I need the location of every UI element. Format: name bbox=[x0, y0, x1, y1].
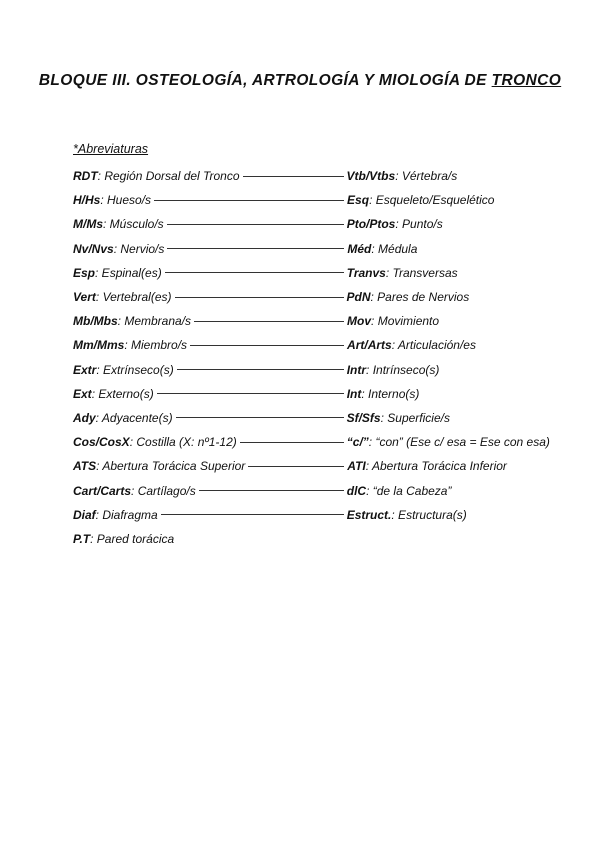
leader-line bbox=[194, 321, 344, 322]
abbreviation-right bbox=[347, 387, 420, 401]
abbreviation-term: Mm/Mms bbox=[73, 338, 125, 353]
abbreviation-term: Ext bbox=[73, 386, 92, 401]
abbreviation-term: Sf/Sfs bbox=[346, 410, 381, 425]
abbreviation-definition: : Punto/s bbox=[395, 217, 443, 232]
leader-line bbox=[175, 297, 344, 298]
abbreviation-left bbox=[73, 459, 245, 473]
abbreviation-row bbox=[73, 382, 553, 406]
abbreviation-term: Diaf bbox=[73, 507, 96, 522]
abbreviation-row bbox=[73, 188, 553, 212]
abbreviation-row bbox=[73, 503, 553, 527]
abbreviation-term: H/Hs bbox=[73, 193, 101, 208]
abbreviation-definition: : “de la Cabeza” bbox=[366, 483, 452, 498]
abbreviation-term: Nv/Nvs bbox=[73, 241, 114, 256]
abbreviation-definition: : Vértebra/s bbox=[395, 169, 458, 184]
abbreviation-right bbox=[347, 314, 439, 328]
abbreviation-term: Vert bbox=[73, 290, 96, 305]
abbreviation-right bbox=[347, 363, 440, 377]
abbreviation-left bbox=[73, 411, 173, 425]
abbreviation-row bbox=[73, 527, 553, 551]
abbreviation-term: Extr bbox=[73, 362, 97, 377]
abbreviation-term: Esp bbox=[73, 265, 96, 280]
abbreviation-term: Mov bbox=[347, 314, 372, 329]
abbreviation-definition: : Nervio/s bbox=[113, 241, 165, 256]
abbreviation-term: Int bbox=[346, 386, 362, 401]
leader-line bbox=[177, 369, 344, 370]
abbreviation-right bbox=[347, 508, 467, 522]
abbreviation-left bbox=[73, 532, 174, 546]
abbreviations-heading: *Abreviaturas bbox=[73, 142, 149, 156]
abbreviation-row bbox=[73, 261, 553, 285]
abbreviation-definition: : Adyacente(s) bbox=[95, 410, 173, 425]
abbreviation-left bbox=[73, 290, 172, 304]
abbreviation-definition: : Transversas bbox=[385, 265, 458, 280]
abbreviation-left bbox=[73, 387, 154, 401]
abbreviation-left bbox=[73, 242, 164, 256]
abbreviation-definition: : Externo(s) bbox=[91, 386, 154, 401]
abbreviation-left bbox=[73, 435, 237, 449]
abbreviation-definition: : Cartílago/s bbox=[131, 483, 196, 498]
abbreviation-definition: : Vertebral(es) bbox=[95, 290, 172, 305]
leader-line bbox=[176, 417, 344, 418]
page-title-main: BLOQUE III. OSTEOLOGÍA, ARTROLOGÍA Y MIOLOGÍA DE bbox=[38, 72, 492, 89]
abbreviation-term: PdN bbox=[346, 290, 371, 305]
abbreviation-left bbox=[73, 266, 162, 280]
abbreviation-definition: : Pared torácica bbox=[90, 531, 175, 546]
abbreviation-definition: : Miembro/s bbox=[124, 338, 188, 353]
abbreviation-left bbox=[73, 338, 187, 352]
abbreviation-term: Estruct. bbox=[346, 507, 392, 522]
abbreviation-row bbox=[73, 406, 553, 430]
abbreviation-term: Art/Arts bbox=[347, 338, 392, 353]
abbreviation-term: Cart/Carts bbox=[73, 483, 132, 498]
abbreviation-term: Cos/CosX bbox=[73, 435, 130, 450]
abbreviation-row bbox=[73, 309, 553, 333]
abbreviation-row bbox=[73, 237, 553, 261]
abbreviation-term: Ady bbox=[73, 410, 96, 425]
abbreviation-definition: : Región Dorsal del Tronco bbox=[97, 169, 240, 184]
abbreviation-definition: : Interno(s) bbox=[361, 386, 420, 401]
abbreviation-row bbox=[73, 478, 553, 502]
abbreviation-term: RDT bbox=[73, 169, 98, 184]
abbreviation-right bbox=[347, 266, 458, 280]
abbreviation-term: Mb/Mbs bbox=[73, 314, 118, 329]
abbreviation-definition: : Pares de Nervios bbox=[370, 290, 470, 305]
abbreviation-term: M/Ms bbox=[73, 217, 103, 232]
abbreviation-left bbox=[73, 508, 158, 522]
abbreviation-definition: : Extrínseco(s) bbox=[96, 362, 174, 377]
abbreviation-right bbox=[347, 484, 452, 498]
abbreviation-definition: : Membrana/s bbox=[117, 314, 192, 329]
page-title bbox=[0, 72, 600, 90]
abbreviation-left bbox=[73, 169, 240, 183]
abbreviation-term: Intr bbox=[346, 362, 367, 377]
abbreviation-definition: : Esqueleto/Esquelético bbox=[369, 193, 495, 208]
abbreviation-definition: : Estructura(s) bbox=[391, 507, 467, 522]
abbreviation-term: “c/” bbox=[346, 435, 369, 450]
abbreviation-row bbox=[73, 285, 553, 309]
abbreviation-right bbox=[347, 290, 470, 304]
abbreviation-term: ATI bbox=[347, 459, 366, 474]
abbreviation-left bbox=[73, 363, 174, 377]
abbreviation-left bbox=[73, 217, 164, 231]
abbreviation-row bbox=[73, 212, 553, 236]
leader-line bbox=[167, 224, 344, 225]
abbreviation-right bbox=[347, 338, 476, 352]
abbreviation-definition: : Articulación/es bbox=[391, 338, 476, 353]
abbreviation-term: Pto/Ptos bbox=[346, 217, 396, 232]
abbreviation-definition: : Abertura Torácica Superior bbox=[96, 459, 246, 474]
abbreviation-right bbox=[347, 459, 507, 473]
abbreviation-definition: : Intrínseco(s) bbox=[366, 362, 440, 377]
abbreviation-term: ATS bbox=[73, 459, 97, 474]
abbreviation-left bbox=[73, 314, 191, 328]
leader-line bbox=[154, 200, 344, 201]
abbreviation-left bbox=[73, 484, 196, 498]
abbreviation-row bbox=[73, 358, 553, 382]
abbreviation-right bbox=[347, 411, 450, 425]
abbreviation-definition: : Músculo/s bbox=[103, 217, 164, 232]
abbreviation-definition: : Médula bbox=[371, 241, 418, 256]
page-title-underlined-word: TRONCO bbox=[491, 72, 562, 89]
leader-line bbox=[199, 490, 344, 491]
leader-line bbox=[161, 514, 344, 515]
abbreviation-term: P.T bbox=[73, 531, 91, 546]
abbreviation-term: Vtb/Vtbs bbox=[346, 169, 396, 184]
abbreviation-definition: : Costilla (X: nº1-12) bbox=[129, 435, 237, 450]
abbreviation-row bbox=[73, 430, 553, 454]
abbreviations-list bbox=[73, 164, 553, 551]
abbreviation-definition: : Espinal(es) bbox=[95, 265, 162, 280]
abbreviation-term: dlC bbox=[346, 483, 367, 498]
abbreviation-row bbox=[73, 454, 553, 478]
leader-line bbox=[243, 176, 344, 177]
leader-line bbox=[165, 272, 344, 273]
abbreviation-right bbox=[347, 193, 494, 207]
abbreviation-term: Tranvs bbox=[346, 265, 386, 280]
abbreviation-definition: : Hueso/s bbox=[100, 193, 152, 208]
leader-line bbox=[190, 345, 344, 346]
leader-line bbox=[157, 393, 344, 394]
abbreviation-definition: : Abertura Torácica Inferior bbox=[365, 459, 507, 474]
abbreviation-row bbox=[73, 333, 553, 357]
abbreviation-definition: : “con” (Ese c/ esa = Ese con esa) bbox=[368, 435, 550, 450]
abbreviation-term: Méd bbox=[347, 241, 372, 256]
abbreviation-right bbox=[347, 169, 458, 183]
abbreviation-term: Esq bbox=[347, 193, 370, 208]
abbreviation-left bbox=[73, 193, 151, 207]
abbreviation-definition: : Superficie/s bbox=[380, 410, 450, 425]
abbreviation-definition: : Movimiento bbox=[371, 314, 440, 329]
abbreviation-right bbox=[347, 217, 443, 231]
leader-line bbox=[167, 248, 344, 249]
abbreviation-definition: : Diafragma bbox=[95, 507, 158, 522]
leader-line bbox=[240, 442, 344, 443]
abbreviation-row bbox=[73, 164, 553, 188]
leader-line bbox=[248, 466, 344, 467]
abbreviation-right bbox=[347, 242, 417, 256]
abbreviation-right bbox=[347, 435, 550, 449]
